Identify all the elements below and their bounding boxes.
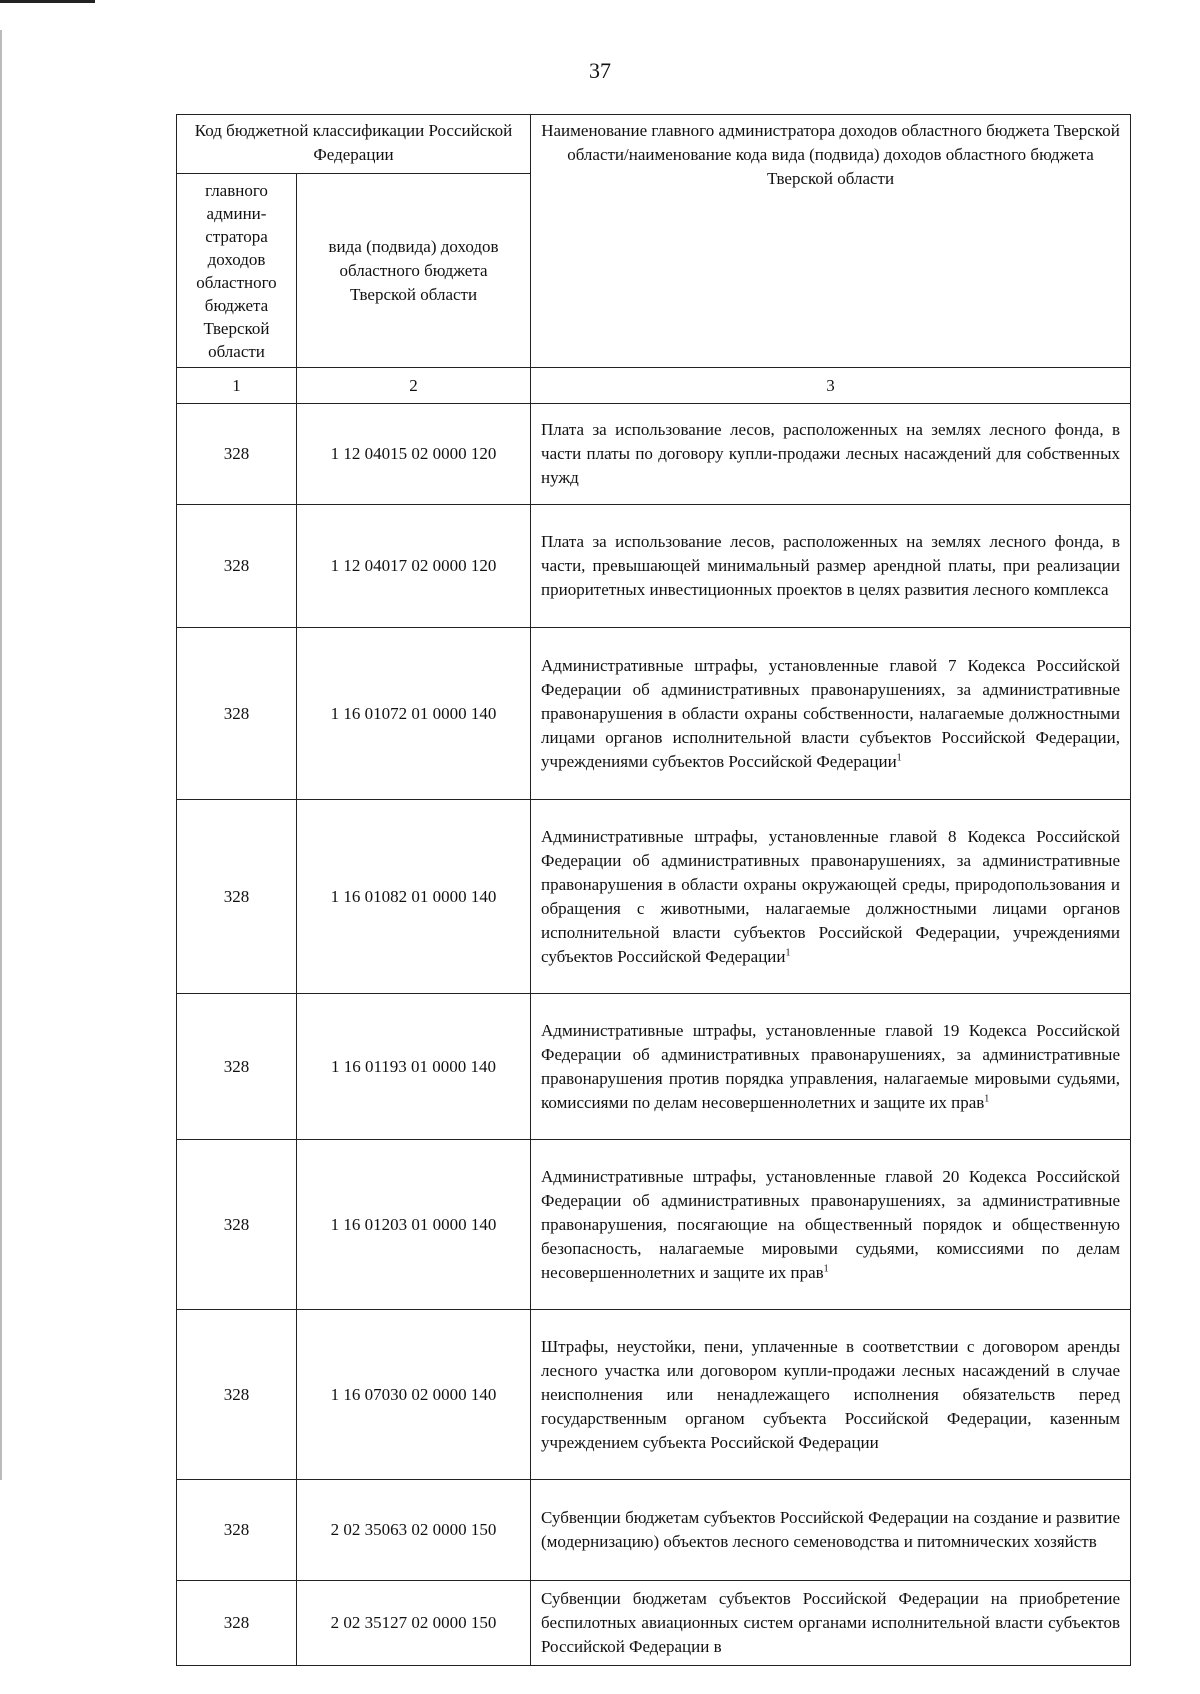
admin-code-cell: 328	[177, 1310, 297, 1480]
income-name-text: Административные штрафы, установленные главой 19 Кодекса Российской Федерации об административных правонарушениях, за административные правонарушения против порядка управления, налагаемые мировыми судьями, комиссиями по делам несовершеннолетних и защите их прав	[541, 1020, 1121, 1112]
admin-code-cell: 328	[177, 1140, 297, 1310]
income-code-cell: 1 12 04017 02 0000 120	[297, 505, 531, 628]
table-header-row	[177, 115, 1131, 174]
income-name-text: Административные штрафы, установленные главой 7 Кодекса Российской Федерации об административных правонарушениях, за административные правонарушения в области охраны собственности, налагаемые должностными лицами органов исполнительной власти субъектов Российской Федерации, учреждениями субъектов Российской Федерации	[541, 655, 1121, 771]
column-number-row	[177, 368, 1131, 404]
table-row	[177, 628, 1131, 800]
scan-corner-mark	[0, 0, 95, 3]
income-code-cell: 1 12 04015 02 0000 120	[297, 404, 531, 505]
income-code-cell: 2 02 35063 02 0000 150	[297, 1480, 531, 1581]
income-name-text: Административные штрафы, установленные главой 20 Кодекса Российской Федерации об административных правонарушениях, за административные правонарушения, посягающие на общественный порядок и общественную безопасность, налагаемые мировыми судьями, комиссиями по делам несовершеннолетних и защите их прав	[541, 1166, 1121, 1282]
income-name-cell	[531, 404, 1131, 505]
header-col3-title: Наименование главного администратора доходов областного бюджета Тверской области/наименование кода вида (подвида) доходов областного бюджета Тверской области	[531, 115, 1131, 368]
income-name-text: Субвенции бюджетам субъектов Российской Федерации на приобретение беспилотных авиационных систем органами исполнительной власти субъектов Российской Федерации в	[541, 1589, 1121, 1656]
income-code-cell: 2 02 35127 02 0000 150	[297, 1581, 531, 1666]
income-name-text: Штрафы, неустойки, пени, уплаченные в соответствии с договором аренды лесного участка или договором купли-продажи лесных насаждений в случае неисполнения или ненадлежащего исполнения обязательств перед государственным органом субъекта Российской Федерации, казенным учреждением субъекта Российской Федерации	[541, 1336, 1121, 1452]
admin-code-cell: 328	[177, 505, 297, 628]
income-name-cell	[531, 1140, 1131, 1310]
column-number: 3	[531, 368, 1131, 404]
income-code-cell: 1 16 01203 01 0000 140	[297, 1140, 531, 1310]
income-name-text: Плата за использование лесов, расположенных на землях лесного фонда, в части платы по договору купли-продажи лесных насаждений для собственных нужд	[541, 420, 1121, 487]
income-code-cell: 1 16 01082 01 0000 140	[297, 800, 531, 994]
column-number: 2	[297, 368, 531, 404]
admin-code-cell: 328	[177, 800, 297, 994]
admin-code-cell: 328	[177, 1480, 297, 1581]
table-row	[177, 1310, 1131, 1480]
income-name-text: Субвенции бюджетам субъектов Российской Федерации на создание и развитие (модернизацию) объектов лесного семеноводства и питомнических хозяйств	[541, 1508, 1121, 1551]
income-name-text: Административные штрафы, установленные главой 8 Кодекса Российской Федерации об административных правонарушениях, за административные правонарушения в области охраны окружающей среды, природопользования и обращения с животными, налагаемые должностными лицами органов исполнительной власти субъектов Российской Федерации, учреждениями субъектов Российской Федерации	[541, 826, 1121, 966]
admin-code-cell: 328	[177, 404, 297, 505]
income-name-cell	[531, 1480, 1131, 1581]
scan-edge-mark	[0, 30, 2, 1480]
footnote-mark: 1	[896, 751, 902, 763]
page-number: 37	[589, 58, 611, 83]
table-row	[177, 994, 1131, 1140]
table-row	[177, 505, 1131, 628]
column-number: 1	[177, 368, 297, 404]
income-name-cell	[531, 994, 1131, 1140]
admin-code-cell: 328	[177, 994, 297, 1140]
admin-code-cell: 328	[177, 1581, 297, 1666]
income-code-cell: 1 16 01072 01 0000 140	[297, 628, 531, 800]
table-row	[177, 1140, 1131, 1310]
income-code-cell: 1 16 07030 02 0000 140	[297, 1310, 531, 1480]
admin-code-cell: 328	[177, 628, 297, 800]
footnote-mark: 1	[785, 946, 791, 958]
header-col2-title: вида (подвида) доходов областного бюджета Тверской области	[297, 174, 531, 368]
header-col1-title: главного админи-стратора доходов областного бюджета Тверской области	[177, 174, 297, 368]
income-name-cell	[531, 1581, 1131, 1666]
table-row	[177, 800, 1131, 994]
income-name-text: Плата за использование лесов, расположенных на землях лесного фонда, в части, превышающей минимальный размер арендной платы, при реализации приоритетных инвестиционных проектов в целях развития лесного комплекса	[541, 532, 1121, 599]
table-row	[177, 1581, 1131, 1666]
footnote-mark: 1	[823, 1262, 829, 1274]
table-row	[177, 1480, 1131, 1581]
header-group-title: Код бюджетной классификации Российской Федерации	[177, 115, 531, 174]
footnote-mark: 1	[984, 1092, 990, 1104]
table-row	[177, 404, 1131, 505]
income-name-cell	[531, 505, 1131, 628]
income-name-cell	[531, 800, 1131, 994]
budget-classification-table	[176, 114, 1131, 1666]
income-name-cell	[531, 1310, 1131, 1480]
income-code-cell: 1 16 01193 01 0000 140	[297, 994, 531, 1140]
income-name-cell	[531, 628, 1131, 800]
